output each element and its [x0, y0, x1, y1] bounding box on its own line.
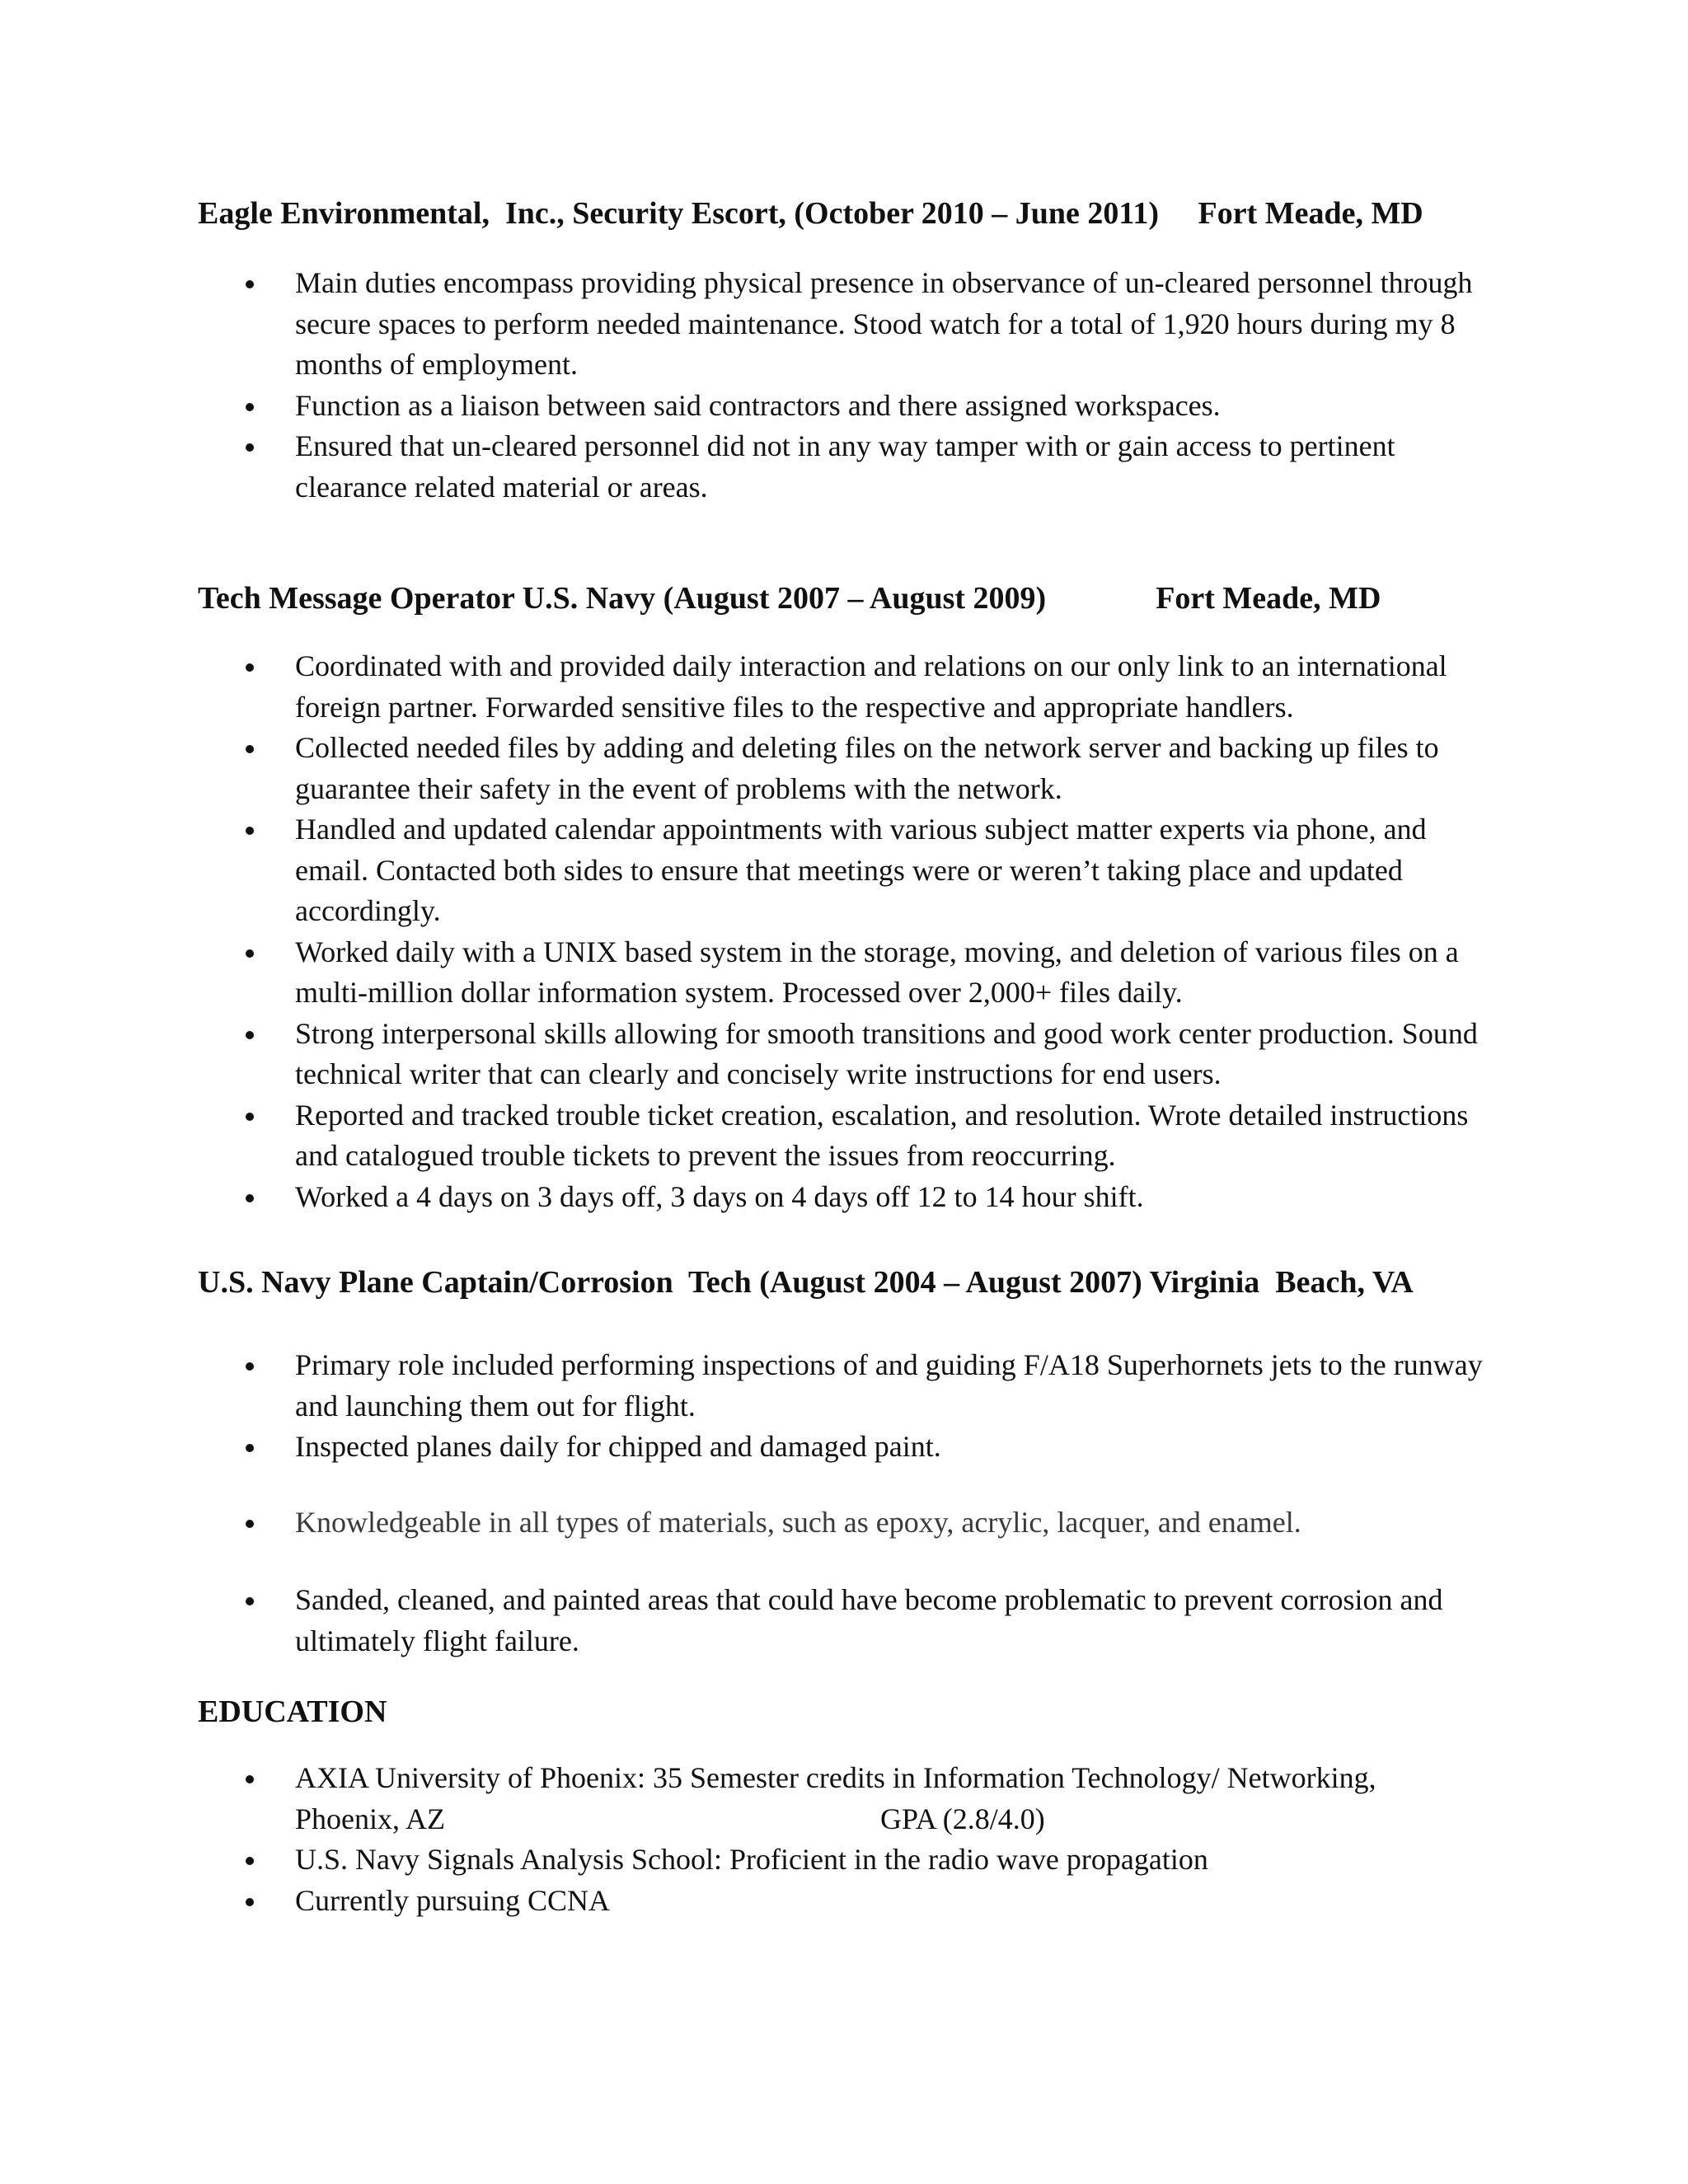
- list-item: Function as a liaison between said contractors and there assigned workspaces.: [198, 386, 1484, 427]
- bullet-icon: [246, 1031, 254, 1039]
- list-item: Worked a 4 days on 3 days off, 3 days on 4 days off 12 to 14 hour shift.: [198, 1177, 1484, 1218]
- bullet-icon: [246, 1597, 254, 1605]
- bullet-icon: [246, 1775, 254, 1783]
- axia-gpa: GPA (2.8/4.0): [880, 1802, 1045, 1835]
- bullet-icon: [246, 1362, 254, 1371]
- list-item: Worked daily with a UNIX based system in the storage, moving, and deletion of various files on a multi-million dollar information system. Processed over 2,000+ files daily.: [198, 932, 1484, 1014]
- bullet-icon: [246, 827, 254, 835]
- bullet-icon: [246, 745, 254, 753]
- education-heading: EDUCATION: [198, 1694, 387, 1729]
- list-item: Coordinated with and provided daily interaction and relations on our only link to an international foreign partner. Forwarded sensitive files to the respective and appropriate handlers.: [198, 646, 1484, 728]
- list-item: Sanded, cleaned, and painted areas that could have become problematic to prevent corrosion and ultimately flight failure.: [198, 1580, 1484, 1661]
- tech-bullet-list: [198, 646, 1484, 1217]
- list-item: U.S. Navy Signals Analysis School: Proficient in the radio wave propagation: [198, 1840, 1484, 1881]
- bullet-icon: [246, 280, 254, 288]
- navy-bullet-list-b: [198, 1502, 1484, 1544]
- job-heading-eagle: Eagle Environmental, Inc., Security Escort, (October 2010 – June 2011) Fort Meade, MD: [198, 196, 1423, 231]
- navy-bullet-list-a: [198, 1345, 1484, 1468]
- bullet-icon: [246, 403, 254, 411]
- eagle-bullet-list: [198, 263, 1484, 508]
- bullet-icon: [246, 1194, 254, 1202]
- list-item: Knowledgeable in all types of materials, such as epoxy, acrylic, lacquer, and enamel.: [198, 1502, 1484, 1544]
- bullet-icon: [246, 1520, 254, 1528]
- bullet-icon: [246, 663, 254, 672]
- list-item: Strong interpersonal skills allowing for smooth transitions and good work center production. Sound technical writer that can clearly and concisely write instructions for end users.: [198, 1014, 1484, 1095]
- job-heading-tech: Tech Message Operator U.S. Navy (August 2007 – August 2009) Fort Meade, MD: [198, 581, 1381, 616]
- list-item: Main duties encompass providing physical presence in observance of un-cleared personnel through secure spaces to perform needed maintenance. Stood watch for a total of 1,920 hours during my 8 months of employment.: [198, 263, 1484, 386]
- axia-location: Phoenix, AZ: [295, 1802, 446, 1835]
- bullet-icon: [246, 1113, 254, 1121]
- bullet-icon: [246, 443, 254, 452]
- navy-bullet-list-c: [198, 1580, 1484, 1661]
- bullet-icon: [246, 1444, 254, 1452]
- list-item: Ensured that un-cleared personnel did not in any way tamper with or gain access to pertinent clearance related material or areas.: [198, 426, 1484, 508]
- list-item: Currently pursuing CCNA: [198, 1881, 1484, 1922]
- list-item: Collected needed files by adding and deleting files on the network server and backing up files to guarantee their safety in the event of problems with the network.: [198, 728, 1484, 809]
- job-heading-navy: U.S. Navy Plane Captain/Corrosion Tech (August 2004 – August 2007) Virginia Beach, VA: [198, 1265, 1414, 1300]
- list-item: Handled and updated calendar appointments with various subject matter experts via phone, and email. Contacted both sides to ensure that meetings were or weren’t taking place and updated accordingly.: [198, 809, 1484, 932]
- education-bullet-list: [198, 1758, 1484, 1921]
- list-item: Inspected planes daily for chipped and damaged paint.: [198, 1427, 1484, 1468]
- list-item: Primary role included performing inspections of and guiding F/A18 Superhornets jets to the runway and launching them out for flight.: [198, 1345, 1484, 1427]
- list-item: Reported and tracked trouble ticket creation, escalation, and resolution. Wrote detailed instructions and catalogued trouble tickets to prevent the issues from reoccurring.: [198, 1095, 1484, 1177]
- bullet-icon: [246, 1898, 254, 1906]
- list-item: [198, 1758, 1484, 1840]
- axia-line: AXIA University of Phoenix: 35 Semester credits in Information Technology/ Networking,: [295, 1761, 1376, 1794]
- bullet-icon: [246, 949, 254, 958]
- bullet-icon: [246, 1857, 254, 1865]
